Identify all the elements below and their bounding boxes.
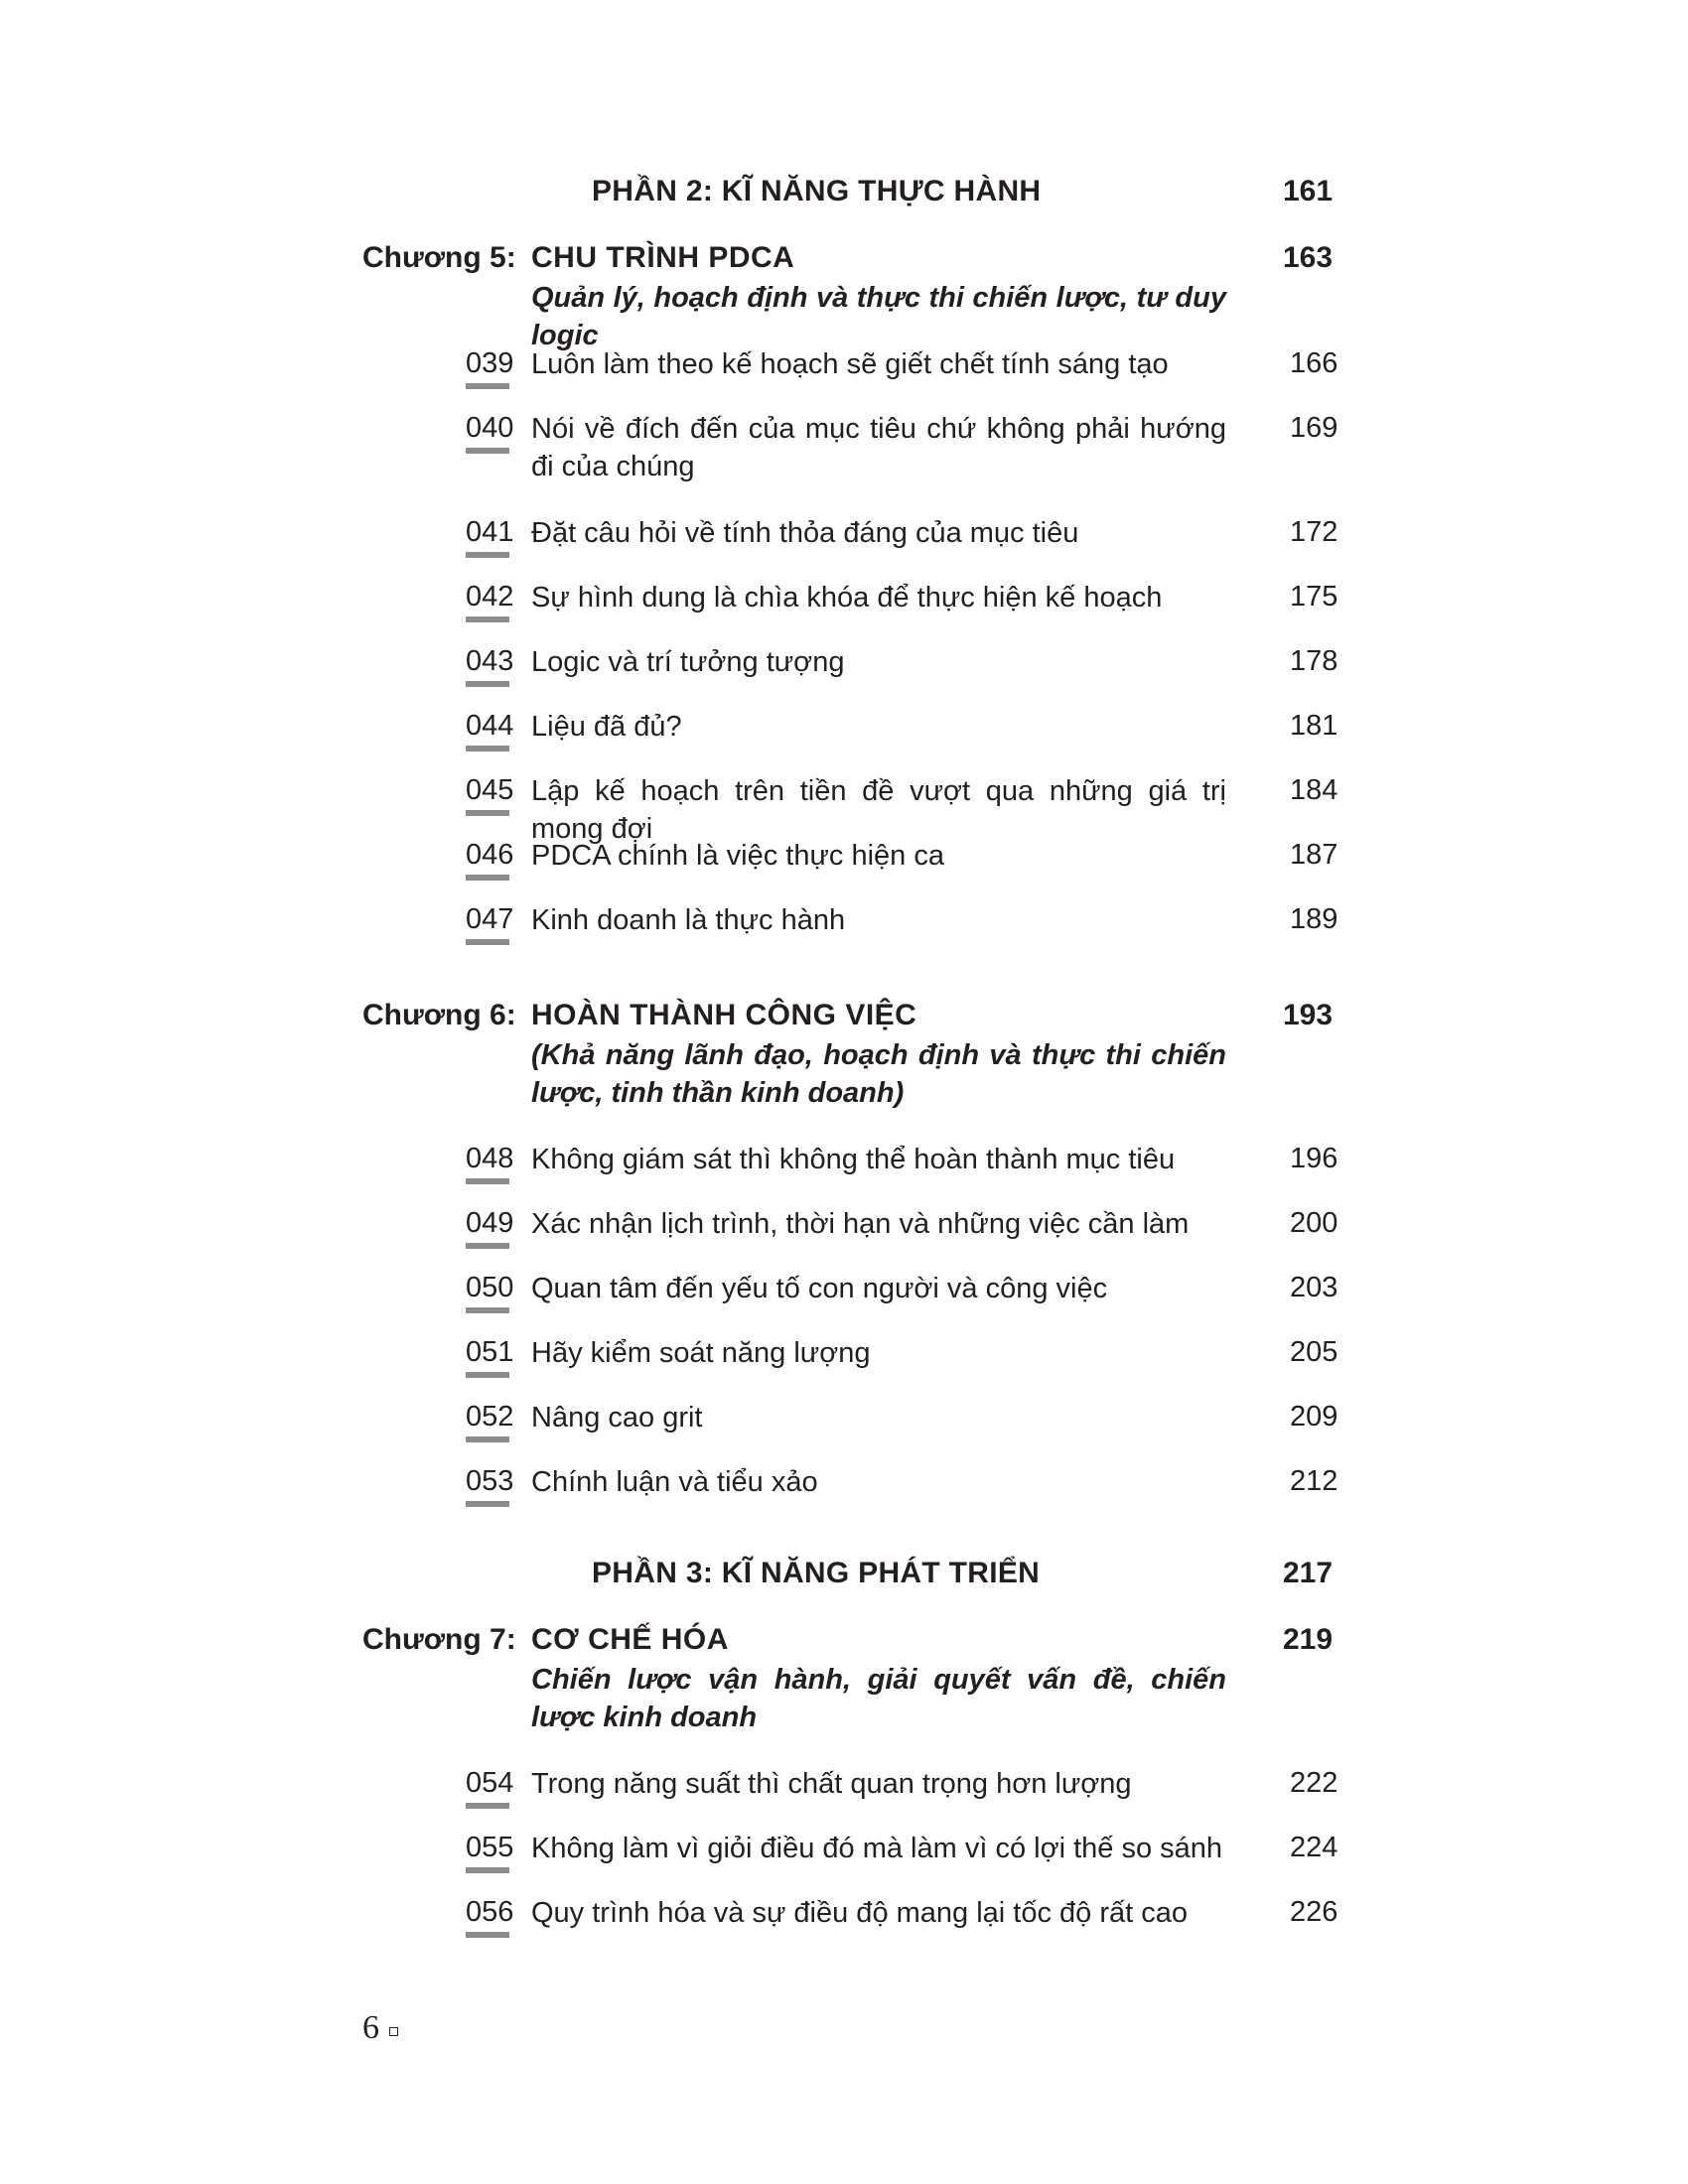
entry-040-number-bar <box>466 448 509 454</box>
entry-045-number-bar <box>466 810 509 816</box>
entry-046-number: 046 <box>466 839 514 871</box>
entry-048-number: 048 <box>466 1143 514 1174</box>
chapter-7-page: 219 <box>1283 1623 1334 1656</box>
entry-049-number: 049 <box>466 1207 514 1239</box>
entry-045-title: Lập kế hoạch trên tiền đề vượt qua những giá trị mong đợi <box>531 775 1226 845</box>
entry-039-number-bar <box>466 383 509 389</box>
entry-050-title: Quan tâm đến yếu tố con người và công việc <box>531 1273 1108 1304</box>
chapter-6-subtitle: (Khả năng lãnh đạo, hoạch định và thực thi chiến lược, tinh thần kinh doanh) <box>531 1039 1226 1109</box>
chapter-6-page: 193 <box>1283 999 1334 1031</box>
entry-042-page: 175 <box>1290 581 1338 613</box>
entry-055-page: 224 <box>1290 1832 1338 1863</box>
entry-047-number-bar <box>466 939 509 945</box>
entry-054-title: Trong năng suất thì chất quan trọng hơn lượng <box>531 1768 1132 1800</box>
entry-050-number: 050 <box>466 1272 514 1303</box>
entry-054-page: 222 <box>1290 1767 1338 1799</box>
entry-042-number: 042 <box>466 581 514 613</box>
entry-052-title: Nâng cao grit <box>531 1402 703 1433</box>
entry-050-page: 203 <box>1290 1272 1338 1303</box>
entry-045-page: 184 <box>1290 774 1338 806</box>
entry-039-page: 166 <box>1290 347 1338 379</box>
part-2-page: 161 <box>1283 175 1334 207</box>
entry-054-number-bar <box>466 1803 509 1809</box>
entry-047-number: 047 <box>466 903 514 935</box>
part-2-title: PHẦN 2: KĨ NĂNG THỰC HÀNH <box>592 175 1042 207</box>
entry-039-number: 039 <box>466 347 514 379</box>
entry-041-title: Đặt câu hỏi về tính thỏa đáng của mục tiêu <box>531 517 1079 549</box>
entry-043-number: 043 <box>466 645 514 677</box>
entry-042-number-bar <box>466 616 509 622</box>
entry-046-page: 187 <box>1290 839 1338 871</box>
entry-056-number: 056 <box>466 1896 514 1928</box>
entry-040-number: 040 <box>466 412 514 444</box>
entry-042-title: Sự hình dung là chìa khóa để thực hiện kế hoạch <box>531 582 1163 614</box>
entry-044-number: 044 <box>466 710 514 742</box>
entry-040-page: 169 <box>1290 412 1338 444</box>
chapter-5-label: Chương 5: <box>362 241 516 274</box>
entry-056-page: 226 <box>1290 1896 1338 1928</box>
chapter-6-label: Chương 6: <box>362 999 516 1031</box>
page-number: 6 <box>362 2009 379 2046</box>
entry-049-number-bar <box>466 1243 509 1249</box>
entry-048-page: 196 <box>1290 1143 1338 1174</box>
entry-051-title: Hãy kiểm soát năng lượng <box>531 1337 871 1369</box>
part-3-title: PHẦN 3: KĨ NĂNG PHÁT TRIỂN <box>592 1557 1041 1589</box>
entry-052-page: 209 <box>1290 1401 1338 1433</box>
entry-054-number: 054 <box>466 1767 514 1799</box>
chapter-5-subtitle: Quản lý, hoạch định và thực thi chiến lược, tư duy logic <box>531 282 1226 351</box>
entry-055-number: 055 <box>466 1832 514 1863</box>
entry-041-number: 041 <box>466 516 514 548</box>
chapter-5-title: CHU TRÌNH PDCA <box>531 241 795 274</box>
entry-043-title: Logic và trí tưởng tượng <box>531 646 845 678</box>
entry-045-number: 045 <box>466 774 514 806</box>
entry-051-page: 205 <box>1290 1336 1338 1368</box>
entry-056-title: Quy trình hóa và sự điều độ mang lại tốc độ rất cao <box>531 1897 1189 1929</box>
entry-049-title: Xác nhận lịch trình, thời hạn và những việc cần làm <box>531 1208 1190 1240</box>
entry-049-page: 200 <box>1290 1207 1338 1239</box>
entry-041-page: 172 <box>1290 516 1338 548</box>
chapter-7-title: CƠ CHẾ HÓA <box>531 1623 729 1656</box>
chapter-5-page: 163 <box>1283 241 1334 274</box>
chapter-6-title: HOÀN THÀNH CÔNG VIỆC <box>531 999 917 1031</box>
part-3-page: 217 <box>1283 1557 1334 1589</box>
entry-043-page: 178 <box>1290 645 1338 677</box>
entry-053-number-bar <box>466 1501 509 1507</box>
entry-043-number-bar <box>466 681 509 687</box>
entry-056-number-bar <box>466 1932 509 1938</box>
entry-044-number-bar <box>466 746 509 751</box>
chapter-7-label: Chương 7: <box>362 1623 516 1656</box>
entry-052-number: 052 <box>466 1401 514 1433</box>
entry-047-title: Kinh doanh là thực hành <box>531 904 846 936</box>
entry-048-title: Không giám sát thì không thể hoàn thành mục tiêu <box>531 1144 1176 1175</box>
entry-044-page: 181 <box>1290 710 1338 742</box>
entry-048-number-bar <box>466 1178 509 1184</box>
entry-047-page: 189 <box>1290 903 1338 935</box>
entry-053-number: 053 <box>466 1465 514 1497</box>
entry-053-title: Chính luận và tiểu xảo <box>531 1466 818 1498</box>
entry-046-number-bar <box>466 875 509 881</box>
chapter-7-subtitle: Chiến lược vận hành, giải quyết vấn đề, chiến lược kinh doanh <box>531 1664 1226 1733</box>
entry-055-number-bar <box>466 1867 509 1873</box>
entry-051-number: 051 <box>466 1336 514 1368</box>
entry-040-title: Nói về đích đến của mục tiêu chứ không phải hướng đi của chúng <box>531 413 1226 482</box>
entry-053-page: 212 <box>1290 1465 1338 1497</box>
entry-055-title: Không làm vì giỏi điều đó mà làm vì có lợi thế so sánh <box>531 1833 1223 1864</box>
entry-050-number-bar <box>466 1307 509 1313</box>
entry-051-number-bar <box>466 1372 509 1378</box>
folio-square-icon <box>389 2027 398 2036</box>
entry-046-title: PDCA chính là việc thực hiện ca <box>531 840 944 872</box>
entry-041-number-bar <box>466 552 509 558</box>
entry-052-number-bar <box>466 1436 509 1442</box>
entry-044-title: Liệu đã đủ? <box>531 711 682 743</box>
entry-039-title: Luôn làm theo kế hoạch sẽ giết chết tính sáng tạo <box>531 348 1169 380</box>
